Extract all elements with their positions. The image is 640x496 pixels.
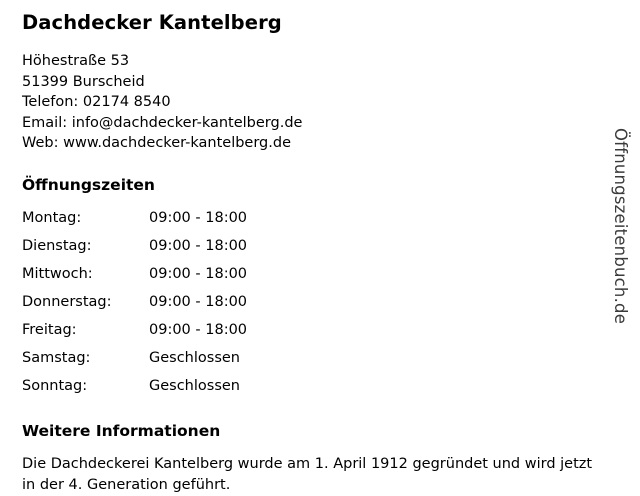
page-title: Dachdecker Kantelberg bbox=[22, 11, 282, 34]
table-row bbox=[22, 236, 247, 264]
hours-day: Mittwoch: bbox=[22, 265, 93, 282]
watermark bbox=[604, 0, 638, 480]
opening-hours-heading: Öffnungszeiten bbox=[22, 175, 155, 194]
address-city: 51399 Burscheid bbox=[22, 73, 145, 90]
hours-day: Freitag: bbox=[22, 321, 77, 338]
hours-time: 09:00 - 18:00 bbox=[149, 293, 248, 310]
phone-line: Telefon: 02174 8540 bbox=[22, 94, 171, 111]
website-line: Web: www.dachdecker-kantelberg.de bbox=[22, 135, 292, 152]
table-row bbox=[22, 208, 247, 236]
table-row bbox=[22, 264, 247, 292]
hours-day: Montag: bbox=[22, 209, 82, 226]
address-block bbox=[22, 51, 602, 154]
hours-time: 09:00 - 18:00 bbox=[149, 209, 248, 226]
hours-day: Samstag: bbox=[22, 349, 91, 366]
hours-day: Dienstag: bbox=[22, 237, 92, 254]
opening-hours-table bbox=[22, 208, 247, 404]
table-row bbox=[22, 348, 247, 376]
address-street: Höhestraße 53 bbox=[22, 53, 130, 70]
hours-time: Geschlossen bbox=[149, 349, 240, 366]
hours-day: Donnerstag: bbox=[22, 293, 112, 310]
email-line: Email: info@dachdecker-kantelberg.de bbox=[22, 114, 303, 131]
hours-time: 09:00 - 18:00 bbox=[149, 265, 248, 282]
more-info-heading: Weitere Informationen bbox=[22, 421, 221, 440]
hours-time: 09:00 - 18:00 bbox=[149, 237, 248, 254]
hours-day: Sonntag: bbox=[22, 377, 88, 394]
business-card bbox=[22, 10, 602, 496]
watermark-label: Öffnungszeitenbuch.de bbox=[611, 128, 630, 325]
hours-time: Geschlossen bbox=[149, 377, 240, 394]
hours-time: 09:00 - 18:00 bbox=[149, 321, 248, 338]
table-row bbox=[22, 376, 247, 404]
more-info-text: Die Dachdeckerei Kantelberg wurde am 1. April 1912 gegründet und wird jetzt in der 4. Generation geführt. bbox=[22, 455, 593, 493]
table-row bbox=[22, 320, 247, 348]
table-row bbox=[22, 292, 247, 320]
